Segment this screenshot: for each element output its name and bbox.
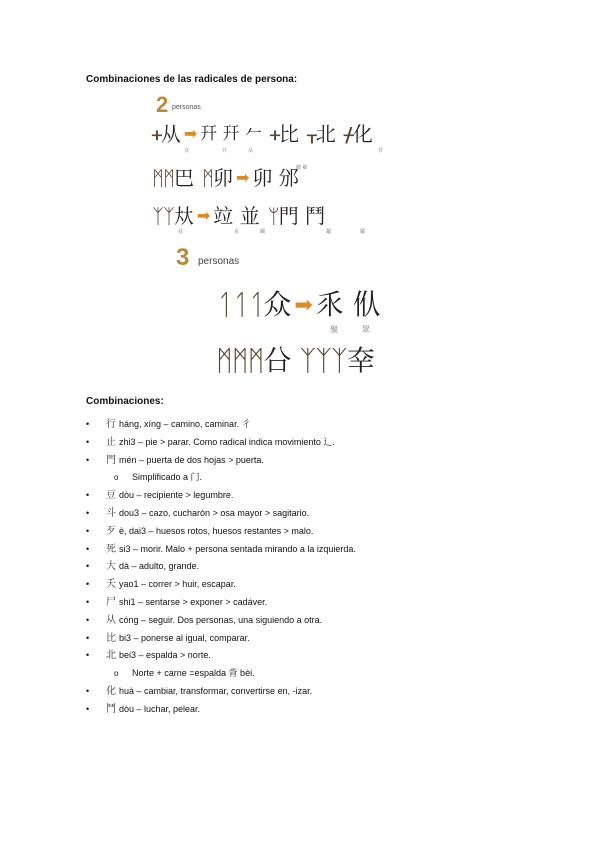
hanzi-character: 从 xyxy=(106,614,116,626)
arrow-icon: ➡ xyxy=(197,208,211,225)
bullet-icon: • xyxy=(86,614,90,625)
hanzi-character: 鬥 xyxy=(106,703,116,715)
hanzi-character: 門 xyxy=(106,454,116,466)
two-label: personas xyxy=(172,104,201,111)
bullet-icon: • xyxy=(86,561,90,572)
row2-char-a: 巴 xyxy=(174,166,194,190)
ancient-form-icon: ᛉᛉᛉ xyxy=(299,344,347,377)
row1-char-b: 比 xyxy=(278,122,299,146)
item-text: dòu – luchar, pelear. xyxy=(119,703,201,714)
list-item xyxy=(86,505,556,523)
ancient-form-icon: ᚋ xyxy=(343,122,353,146)
item-text: Norte + carne =espalda 背 bèi. xyxy=(132,668,255,679)
bullet-icon: • xyxy=(86,685,90,696)
list-item xyxy=(86,434,556,452)
ancient-form-icon: ᚐ xyxy=(270,122,279,146)
ancient-form-icon: ᛉᛉ xyxy=(152,204,174,228)
bullet-icon: • xyxy=(86,419,90,429)
row1-mid: 幵 幵 𠂉 xyxy=(200,124,263,144)
row2-char-c: 卯 邠 xyxy=(252,166,299,190)
hanzi-character: 化 xyxy=(106,685,116,697)
row2-char-b: 卯 xyxy=(213,166,233,190)
figure-row-1 xyxy=(152,122,373,146)
page-heading: Combinaciones de las radicales de persona: xyxy=(86,74,298,85)
figure-row-3 xyxy=(152,204,325,228)
three-label: personas xyxy=(198,256,240,267)
item-text: bi3 – ponerse al igual, comparar. xyxy=(119,632,250,643)
arrow-icon: ➡ xyxy=(183,126,198,143)
hanzi-character: 歹 xyxy=(106,525,116,537)
bullet-icon: • xyxy=(86,525,90,536)
figure-row-5 xyxy=(216,344,375,377)
ancient-form-icon: ᛘ xyxy=(267,204,279,228)
arrow-icon: ➡ xyxy=(294,291,313,317)
row1-sub-3: 从 xyxy=(248,148,254,154)
list-item xyxy=(86,701,556,719)
row1-sub-2: 并 xyxy=(222,148,228,154)
ancient-form-icon: ᛗ xyxy=(202,166,213,190)
radical-combinations-figure xyxy=(150,92,440,392)
bullet-icon: • xyxy=(86,543,90,554)
row3-char-a: 夶 xyxy=(174,204,194,228)
list-item xyxy=(86,523,556,541)
list-item xyxy=(86,416,556,434)
row3-char-c: 門 鬥 xyxy=(278,204,326,228)
hanzi-character: 止 xyxy=(106,436,116,448)
hanzi-character: 比 xyxy=(106,632,116,644)
list-item xyxy=(86,452,556,470)
row4-char-a: 众 xyxy=(263,287,292,321)
row4-char-b: 乑 㐺 xyxy=(315,287,381,321)
row5-char-c: 㚔 xyxy=(346,343,375,377)
combinations-heading: Combinaciones: xyxy=(86,396,164,407)
item-text: huà – cambiar, transformar, convertirse en, -izar. xyxy=(119,685,313,696)
bullet-icon: • xyxy=(86,507,90,518)
sub-list-item xyxy=(86,469,556,487)
item-text: bei3 – espalda > norte. xyxy=(119,650,211,661)
two-number: 2 xyxy=(156,92,169,117)
hanzi-character: 大 xyxy=(106,561,116,573)
item-text: dou3 – cazo, cucharón > osa mayor > sagitario. xyxy=(119,507,310,518)
hanzi-character: 夭 xyxy=(106,579,116,591)
bullet-icon: • xyxy=(86,579,90,590)
item-text: cóng – seguir. Dos personas, una siguiendo a otra. xyxy=(119,614,323,625)
item-text: Simplificado a 门. xyxy=(132,472,203,483)
list-item xyxy=(86,576,556,594)
ancient-form-icon: ᚁ xyxy=(306,122,316,146)
list-item xyxy=(86,683,556,701)
figure-row-2 xyxy=(152,166,299,190)
bullet-icon: • xyxy=(86,596,90,607)
item-text: si3 – morir. Malo + persona sentada mirando a la izquierda. xyxy=(119,543,356,554)
hanzi-character: 行 xyxy=(106,419,116,430)
ancient-form-icon: ᛗᛗ xyxy=(152,166,174,190)
item-text: è, dai3 – huesos rotos, huesos restantes > malo. xyxy=(119,525,314,536)
bullet-icon: • xyxy=(86,454,90,465)
hanzi-character: 斗 xyxy=(106,507,116,519)
combinations-list xyxy=(86,416,556,719)
bullet-icon: • xyxy=(86,650,90,661)
row1-char-d: 化 xyxy=(352,122,373,146)
row1-char-c: 北 xyxy=(315,122,336,146)
ancient-form-icon: ᚐ xyxy=(152,122,161,146)
item-text: mén – puerta de dos hojas > puerta. xyxy=(119,454,264,465)
bullet-icon: • xyxy=(86,436,90,447)
arrow-icon: ➡ xyxy=(236,170,250,187)
ancient-form-icon: ᛐᛐᛐ xyxy=(216,288,264,321)
row3-sub-4: 鬮 xyxy=(326,229,332,235)
list-item xyxy=(86,594,556,612)
item-text: háng, xíng – camino, caminar. 彳 xyxy=(119,419,251,429)
circle-bullet-icon: o xyxy=(114,669,119,679)
item-text: shi1 – sentarse > exponer > cadáver. xyxy=(119,596,268,607)
hanzi-character: 尸 xyxy=(106,596,116,608)
row3-char-b: 竝 並 xyxy=(213,204,260,228)
list-item xyxy=(86,647,556,665)
item-text: yao1 – correr > huir, escapar. xyxy=(119,579,236,590)
list-item xyxy=(86,558,556,576)
row1-char-a: 从 xyxy=(160,122,181,146)
row4-sub-1: 聚 xyxy=(330,325,338,334)
item-text: dà – adulto, grande. xyxy=(119,561,200,572)
circle-bullet-icon: o xyxy=(114,473,119,483)
list-item xyxy=(86,630,556,648)
row4-sub-2: 眾 xyxy=(362,325,370,334)
row1-sub-4: 背 xyxy=(378,148,384,154)
list-item xyxy=(86,487,556,505)
sub-list-item xyxy=(86,665,556,683)
row3-sub-5: 鬮 xyxy=(360,229,366,235)
row3-sub-1: 扶 xyxy=(178,229,184,235)
list-item xyxy=(86,612,556,630)
hanzi-character: 死 xyxy=(106,543,116,555)
figure-row-4 xyxy=(216,288,381,321)
hanzi-character: 豆 xyxy=(106,490,116,502)
three-number: 3 xyxy=(176,244,190,271)
row2-sub-1: 卿 鄉 xyxy=(296,165,308,171)
item-text: dòu – recipiente > legumbre. xyxy=(119,490,234,501)
row3-sub-2: 並 xyxy=(234,229,240,235)
row5-char-a: 㕣 xyxy=(263,343,292,377)
list-item xyxy=(86,541,556,559)
ancient-form-icon: ᛗᛗᛗ xyxy=(216,344,264,377)
bullet-icon: • xyxy=(86,632,90,643)
hanzi-character: 北 xyxy=(106,650,116,662)
bullet-icon: • xyxy=(86,703,90,714)
item-text: zhi3 – pie > parar. Como radical indica movimiento ⻌. xyxy=(119,436,335,447)
row1-sub-1: 众 xyxy=(184,148,190,154)
row3-sub-3: 鬭 xyxy=(260,229,266,235)
bullet-icon: • xyxy=(86,490,90,501)
